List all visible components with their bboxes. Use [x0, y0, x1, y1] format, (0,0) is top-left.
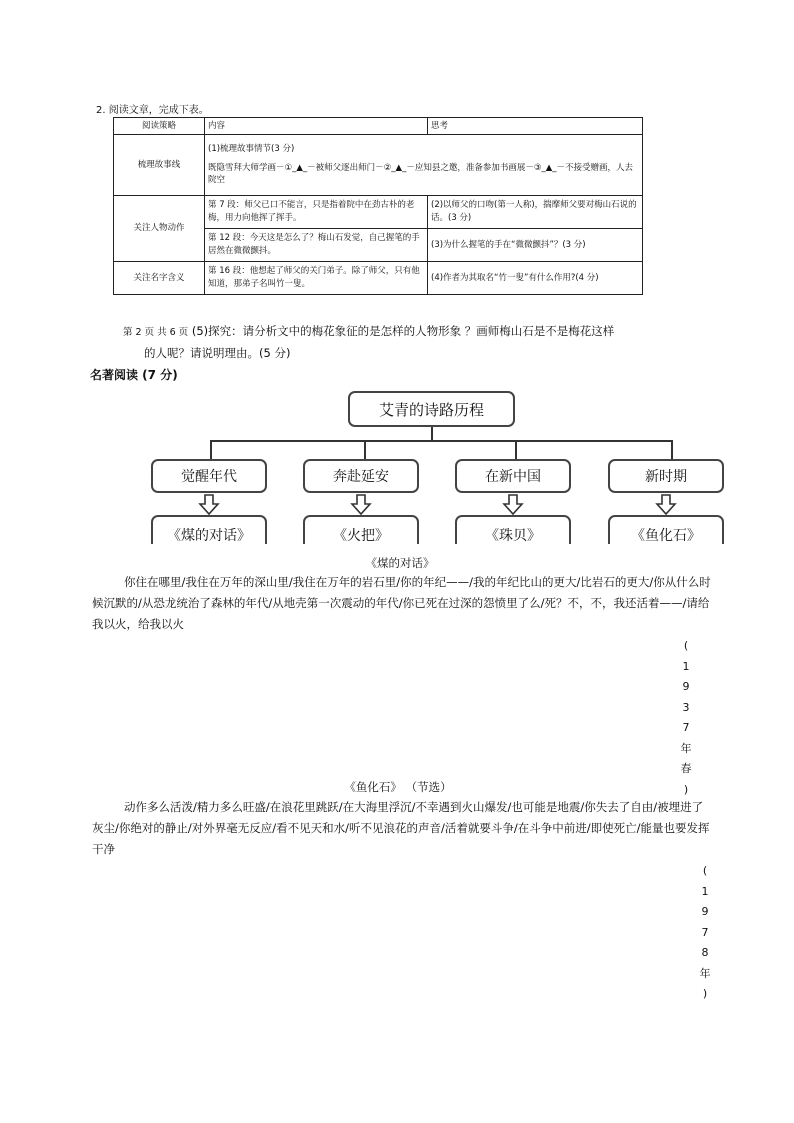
question-5-line2: 的人呢？请说明理由。(5 分) [144, 346, 291, 360]
table-header-row [114, 118, 643, 135]
down-arrow-icon [198, 494, 220, 516]
strategy-cell: 关注名字含义 [114, 262, 205, 295]
table-row [114, 135, 643, 196]
table-row [114, 262, 643, 295]
table-header: 思考 [428, 118, 643, 135]
date-char: 1 [682, 659, 690, 673]
work-box: 《珠贝》 [455, 515, 571, 544]
era-box: 在新中国 [455, 459, 571, 493]
date-char: ) [702, 987, 708, 1000]
poem-date-vertical [699, 861, 711, 1005]
section-heading: 名著阅读 (7 分) [90, 368, 178, 382]
date-char: 年 [680, 741, 692, 755]
page-number: 第 2 页 共 6 页 [123, 327, 189, 338]
date-char: 9 [682, 680, 690, 693]
plot-sequence: 既隐雪拜大师学画－①_▲_－被师父逐出师门－②_▲_－应知县之邀，准备参加书画展－③_▲_－不接受赠画，人去院空 [208, 162, 633, 186]
date-char: ( [702, 864, 708, 877]
down-arrow-icon [502, 494, 524, 516]
poem-title: 《鱼化石》 （节选） [344, 780, 452, 794]
work-box: 《火把》 [303, 515, 419, 544]
table-row [114, 196, 643, 229]
connector-line [364, 440, 366, 459]
strategy-cell: 关注人物动作 [114, 196, 205, 262]
date-char: ( [683, 639, 689, 652]
date-char: 1 [701, 884, 709, 898]
thinking-cell: (3)为什么握笔的手在“微微颤抖”？(3 分) [428, 229, 643, 262]
date-char: 8 [701, 946, 709, 959]
table-header: 内容 [205, 118, 428, 135]
date-char: 7 [701, 925, 709, 939]
era-box: 奔赴延安 [303, 459, 419, 493]
date-char: 年 [699, 966, 711, 980]
connector-line [210, 440, 673, 442]
question-5-text: (5)探究：请分析文中的梅花象征的是怎样的人物形象 ？画师梅山石是不是梅花这样 [191, 324, 615, 338]
thinking-cell: (2)以师父的口吻(第一人称)，揣摩师父要对梅山石说的话。(3 分) [428, 196, 643, 229]
poem-body: 动作多么活泼/精力多么旺盛/在浪花里跳跃/在大海里浮沉/不幸遇到火山爆发/也可能是地震/你失去了自由/被埋进了灰尘/你绝对的静止/对外界毫无反应/看不见天和水/听不见浪花的声音/活着就要斗争/在斗争中前进/即使死亡/能量也要发挥干净 [92, 800, 710, 856]
poetry-path-diagram [149, 388, 724, 544]
diagram-root-box: 艾青的诗路历程 [348, 391, 515, 427]
date-char: 春 [680, 762, 692, 775]
table-header: 阅读策略 [114, 118, 205, 135]
content-cell [205, 135, 643, 196]
connector-line [210, 440, 212, 459]
poem-body: 你住在哪里/我住在万年的深山里/我住在万年的岩石里/你的年纪——/我的年纪比山的更大/比岩石的更大/你从什么时候沉默的/从恐龙统治了森林的年代/从地壳第一次震动的年代/你已死在过深的怨愤里了么/死？不，不，我还活着——/请给我以火，给我以火 [92, 575, 711, 631]
content-cell: 第 7 段：师父已口不能言，只是指着院中在劲古朴的老梅，用力向他挥了挥手。 [205, 196, 428, 229]
date-char: 7 [682, 721, 690, 734]
plot-task: (1)梳理故事情节(3 分) [208, 143, 295, 154]
era-box: 觉醒年代 [151, 459, 267, 493]
connector-line [515, 440, 517, 459]
strategy-cell: 梳理故事线 [114, 135, 205, 196]
question-5-line1 [123, 323, 614, 339]
down-arrow-icon [350, 494, 372, 516]
thinking-cell: (4)作者为其取名“竹一叟”有什么作用?(4 分) [428, 262, 643, 295]
question-title: 2. 阅读文章，完成下表。 [96, 105, 209, 116]
poem-title: 《煤的对话》 [365, 556, 435, 570]
work-box: 《鱼化石》 [608, 515, 724, 544]
content-cell: 第 16 段：他想起了师父的关门弟子。除了师父，只有他知道，那弟子名叫竹一叟。 [205, 262, 428, 295]
reading-table [113, 117, 643, 295]
connector-line [671, 440, 673, 459]
poem-date-vertical [680, 636, 692, 800]
date-char: 9 [701, 905, 709, 918]
work-box: 《煤的对话》 [151, 515, 267, 544]
connector-line [431, 427, 433, 441]
date-char: 3 [682, 700, 690, 714]
era-box: 新时期 [608, 459, 724, 493]
date-char: ) [683, 782, 689, 796]
content-cell: 第 12 段：今天这是怎么了？梅山石发觉，自己握笔的手居然在微微颤抖。 [205, 229, 428, 262]
down-arrow-icon [655, 494, 677, 516]
